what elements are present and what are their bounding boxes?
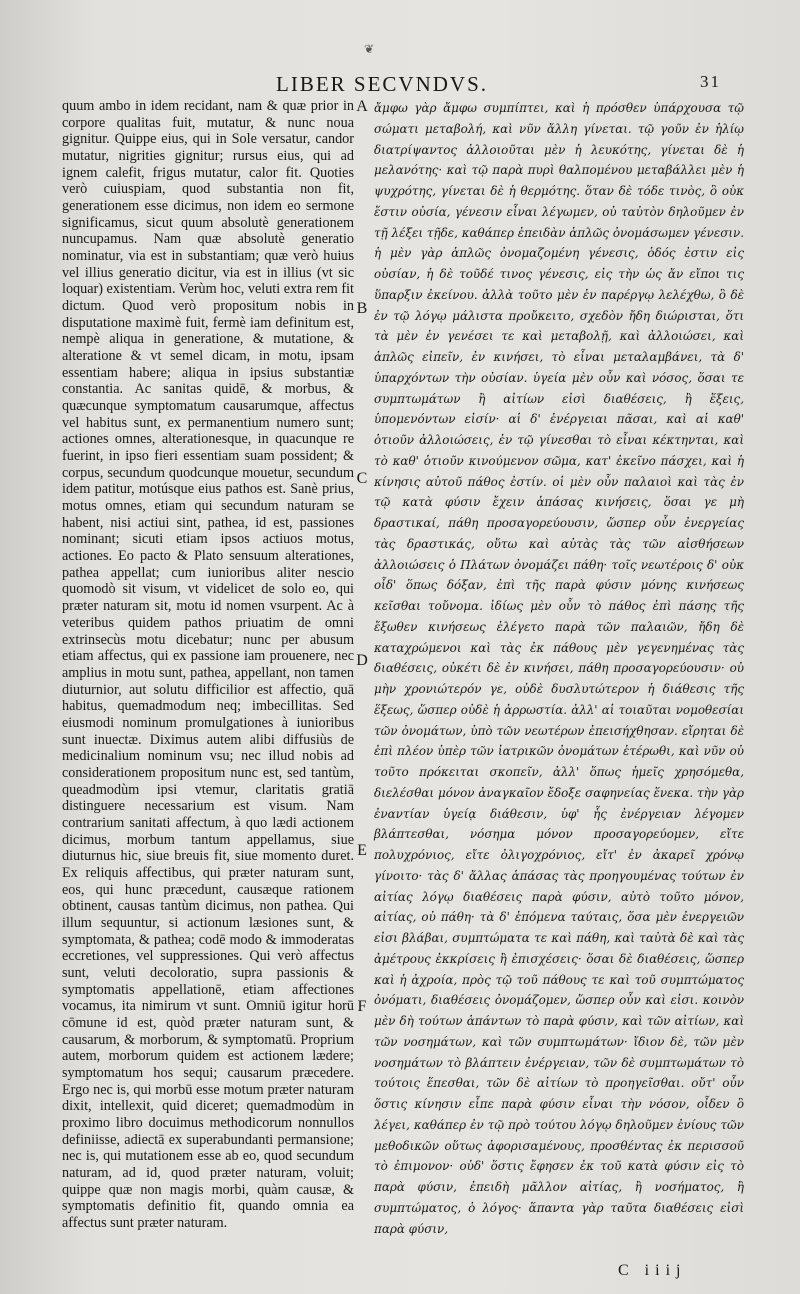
latin-column <box>62 98 354 1232</box>
margin-marker-e: E <box>357 842 367 859</box>
margin-marker-f: F <box>357 998 367 1015</box>
margin-marker-c: C <box>356 470 368 487</box>
ornament-icon: ❦ <box>364 42 375 56</box>
margin-marker-b: B <box>356 300 368 317</box>
running-header <box>220 66 740 100</box>
margin-marker-d: D <box>356 652 368 669</box>
latin-text: quum ambo in idem recidant, nam & quæ prior in corpore qualitas fuit, mutatur, & nunc noua gignitur. Quippe eius, qui in Sole versatur, candor mutatur, nigrities gignitur; rursus eius, qui ad ignem calefit, frigus mutatur, calor fit. Quoties verò cuiuspiam, quod substantia non fit, generationem esse dicimus, non idem eo sermone significamus, sicut quum absolutè generationem nuncupamus. Nam quæ absolutè generatio nominatur, via est in substantiam; quæ verò huius vel illius generatio dicitur, via est in illius (vt sic loquar) existentiam. Verùm hoc, veluti extra rem fit dictum. Quod verò propositum nobis in disputatione maximè fuit, fermè iam definitum est, nempè aliqua in generatione, & mutatione, & alteratione & vt semel dicam, in motu, ipsam essentiam habere; aliqua in ipsius substantiæ constantia. Ac sanitas quidē, & morbus, & quæcunque symptomatum causarumque, affectus vel habitus sunt, ex permanentium numero sunt; actiones omnes, alterationesque, in quacunque re fuerint, in ipso fieri essentiam suam possident; & corpus, secundum quodcunque mouetur, secundum idem patitur, motúsque eius pathos est. Sanè prius, motus omnes, etiam qui secundum naturam se habent, nisi actiui sint, pathea, id est, passiones nominant; sicuti etiam ipsos actiuos motus, actiones. Eo pacto & Plato sensuum alterationes, pathea appellat; cum iunioribus aliter nescio quomodò sit visum, vt videlicet de solo eo, qui præter naturam sit, motu id nomen vsurpent. Ac à veteribus quidem pathos priuatim de omni extrinsecùs motu dicebatur; nunc per abusum etiam affectus, qui ex passione iam prouenere, nec amplius in motu sunt, pathea, appellant, non tamen diuturnior, aut solutu difficilior est affectio, quā habitus, quemadmodum neq; imbecillitas. Sed eiusmodi nominum promulgationes à iunioribus sunt inuectæ. Diximus autem alibi diffusiùs de medicinalium nominum vsu; nec illud nobis ad considerationem propositum nunc est, sed tantùm, queadmodùm ipsi vtemur, claritatis gratiā distinguere necessarium est visum. Nam contrarium sanitati affectum, à quo lædi actionem dicimus, morbum tantum appellamus, siue diuturnus hic, siue breuis fit, siue momento duret. Ex reliquis affectibus, qui præter naturam sunt, eos, qui hunc præcedunt, causæque rationem obtinent, causas tantùm dicimus, non pathea. Qui illum sequuntur, si actionum læsiones sunt, & symptomata, & pathea; codē modo & immoderatas eccretiones, vel suppressiones. Qui verò affectus sunt, veluti decoloratio, supra passionis & symptomatis appellationē, etiam affectiones vocamus, ita nimirum vt sunt. Omniū igitur horū cōmune id est, quòd præter naturam sunt, & causarum, & morborum, & symptomatū. Proprium autem, morborum quidem est actionem lædere; symptomatum hos sequi; causarum præcedere. Ergo nec is, qui morbū esse motum præter naturam dixit, intellexit, quid diceret; quemadmodùm in proximo libro docuimus methodicorum nonnullos definiisse, adiectā ex superabundanti permansione; nec is, qui mutationem esse ab eo, quod secundum naturam, ad id, quod præter naturam, voluit; quippe quæ non magis morbi, quàm causæ, & symptomatis definitio fit, quando omnia ea affectus sunt præter naturam. <box>62 98 354 1232</box>
greek-column <box>374 98 744 1239</box>
signature-mark: C iiij <box>618 1262 687 1279</box>
margin-marker-a: A <box>356 98 368 115</box>
greek-text: ἄμφω γὰρ ἄμφω συμπίπτει, καὶ ἡ πρόσθεν ὑπάρχουσα τῷ σώματι μεταβολή, καὶ νῦν ἄλλη γίνεται. τῷ γοῦν ἐν ἡλίῳ διατρίψαντος ἀλλοιοῦται μὲν ἡ λευκότης, γίνεται δὲ ἡ μελανότης· καὶ τῷ παρὰ πυρὶ θαλπομένου μεταβάλλει μὲν ἡ ψυχρότης, γίνεται δὲ ἡ θερμότης. ὅταν δὲ τόδε τινὸς, ὃ οὐκ ἔστιν οὐσία, γένεσιν εἶναι λέγωμεν, οὐ ταὐτὸν δηλοῦμεν ἐν τῇ λέξει τῇδε, καθάπερ ἐπειδὰν ἁπλῶς ὀνομάσωμεν γένεσιν. ἡ μὲν γὰρ ἁπλῶς ὀνομαζομένη γένεσις, ὁδός ἐστιν εἰς οὐσίαν, ἡ δὲ τοῦδέ τινος γένεσις, εἰς τὴν ὡς ἄν εἴποι τις ὕπαρξιν ἐκείνου. ἀλλὰ τοῦτο μὲν ἐν παρέργῳ λελέχθω, ὃ δὲ ἐν τῷ λόγῳ μάλιστα προὔκειτο, σχεδὸν ἤδη διώρισται, ὅτι τὰ μὲν ἐν γενέσει τε καὶ μεταβολῇ, καὶ ἀλλοιώσει, καὶ ἁπλῶς εἰπεῖν, ἐν κινήσει, τὸ εἶναι μεταλαμβάνει, τὰ δ' ὑπαρχόντων τὴν οὐσίαν. ὑγεία μὲν οὖν καὶ νόσος, ὅσαι τε συμπτωμάτων ἢ αἰτίων εἰσὶ διαθέσεις, ἢ ἕξεις, ὑπομενόντων εἰσίν· αἱ δ' ἐνέργειαι πᾶσαι, καὶ αἱ καθ' ὁτιοῦν ἀλλοιώσεις, ἐν τῷ γίνεσθαι τὸ εἶναι κέκτηνται, καὶ τὸ καθ' ὁτιοῦν κινούμενον σῶμα, κατ' ἐκεῖνο πάσχει, καὶ ἡ κίνησις αὐτοῦ πάθος ἐστίν. οἱ μὲν οὖν παλαιοὶ καὶ τὰς ἐν τῷ κατὰ φύσιν ἔχειν ἁπάσας κινήσεις, ὅσαι γε μὴ δραστικαί, πάθη προσαγορεύουσιν, ὥσπερ οὖν ἐνεργείας τὰς δραστικάς, οὕτω καὶ αὐτὰς τὰς τῶν αἰσθήσεων ἀλλοιώσεις ὁ Πλάτων ὀνομάζει πάθη· τοῖς νεωτέροις δ' οὐκ οἶδ' ὅπως δόξαν, ἐπὶ τῆς παρὰ φύσιν μόνης κινήσεως κεῖσθαι τοὔνομα. ἰδίως μὲν οὖν τὸ πάθος ἐπὶ πάσης τῆς ἔξωθεν κινήσεως ἐλέγετο παρὰ τῶν παλαιῶν, ἤδη δὲ καταχρώμενοι καὶ τὰς ἐκ πάθους μὲν γεγενημένας τὰς διαθέσεις, οὐκέτι δὲ ἐν κινήσει, πάθη προσαγορεύουσιν· οὐ μὴν χρονιώτερόν γε, οὐδὲ δυσλυτώτερον ἡ διάθεσις τῆς ἕξεως, ὥσπερ οὐδὲ ἡ ἀρρωστία. ἀλλ' αἱ τοιαῦται νομοθεσίαι τῶν ὀνομάτων, ὑπὸ τῶν νεωτέρων ἐπεισήχθησαν. εἴρηται δὲ ἐπὶ πλέον ὑπὲρ τῶν ἰατρικῶν ὀνομάτων ἑτέρωθι, καὶ νῦν οὐ τοῦτο πρόκειται σκοπεῖν, ἀλλ' ὅπως ἡμεῖς χρησόμεθα, διελέσθαι μόνον ἀναγκαῖον ἔδοξε σαφηνείας ἕνεκα. τὴν γὰρ ἐναντίαν ὑγείᾳ διάθεσιν, ὑφ' ἧς ἐνέργειαν λέγομεν βλάπτεσθαι, νόσημα μόνον προσαγορεύομεν, εἴτε πολυχρόνιος, εἴτε ὀλιγοχρόνιος, εἴτ' ἐν ἀκαρεῖ χρόνῳ γίνοιτο· τὰς δ' ἄλλας ἁπάσας τὰς προηγουμένας τούτων ἐν αἰτίας λόγῳ διαθέσεις παρὰ φύσιν, αὐτὸ τοῦτο μόνον, αἰτίας, οὐ πάθη· τὰ δ' ἑπόμενα ταύταις, ὅσα μὲν ἐνεργειῶν εἰσι βλάβαι, συμπτώματα τε καὶ πάθη, καὶ ταὐτὰ δὲ καὶ τὰς ἀμέτρους ἐκκρίσεις ἢ ἐπισχέσεις· ὅσαι δὲ διαθέσεις, ὥσπερ καὶ ἡ ἀχροία, πρὸς τῷ τοῦ πάθους τε καὶ τοῦ συμπτώματος ὀνόματι, διαθέσεις ὀνομάζομεν, ὥσπερ οὖν καὶ εἰσι. κοινὸν μὲν δὴ τούτων ἁπάντων τὸ παρὰ φύσιν, καὶ τῶν αἰτίων, καὶ τῶν νοσημάτων, καὶ τῶν συμπτωμάτων· ἴδιον δὲ, τῶν μὲν νοσημάτων τὸ βλάπτειν ἐνέργειαν, τῶν δὲ συμπτωμάτων τὸ τούτοις ἕπεσθαι, τῶν δὲ αἰτίων τὸ προηγεῖσθαι. οὔτ' οὖν ὅστις κίνησιν εἶπε παρὰ φύσιν εἶναι τὴν νόσον, οἶδεν ὃ λέγει, καθάπερ ἐν τῷ πρὸ τούτου λόγῳ δηλοῦμεν ἐνίους τῶν μεθοδικῶν οὕτως ἀφορισαμένους, προσθέντας ἐκ περισσοῦ τὸ ἐπιμονον· οὐδ' ὅστις ἔφησεν ἐκ τοῦ κατὰ φύσιν εἰς τὸ παρὰ φύσιν, ἐπειδὴ μᾶλλον αἰτίας, ἢ νοσήματος, ἢ συμπτώματος, ὁ λόγος· ἅπαντα γὰρ ταῦτα διαθέσεις εἰσὶ παρὰ φύσιν, <box>374 101 744 1236</box>
page-number: 31 <box>700 72 721 91</box>
running-title: LIBER SECVNDVS. <box>276 72 489 96</box>
